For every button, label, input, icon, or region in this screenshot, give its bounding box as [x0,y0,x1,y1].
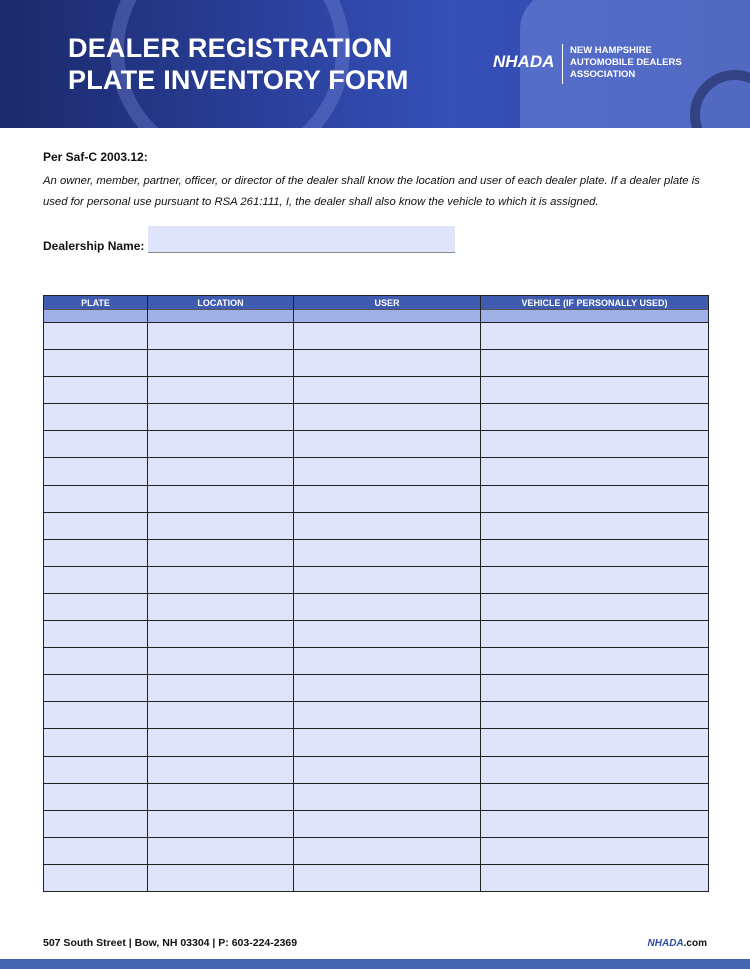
table-row [44,864,709,891]
footer-address: 507 South Street | Bow, NH 03304 | P: 603-224-2369 [43,937,298,949]
plate-cell[interactable] [44,404,148,431]
vehicle-cell[interactable] [481,648,709,675]
vehicle-cell[interactable] [481,756,709,783]
table-row [44,810,709,837]
subrow-cell [44,310,148,323]
vehicle-cell[interactable] [481,729,709,756]
plate-cell[interactable] [44,729,148,756]
subrow-cell [481,310,709,323]
location-cell[interactable] [148,729,294,756]
location-cell[interactable] [148,756,294,783]
header-subrow [44,310,709,323]
table-row [44,729,709,756]
table-row [44,485,709,512]
vehicle-cell[interactable] [481,512,709,539]
user-cell[interactable] [294,702,481,729]
table-row [44,377,709,404]
table-row [44,621,709,648]
table-row [44,756,709,783]
page-title [68,32,409,96]
nhada-logo: NHADA [493,52,555,71]
user-cell[interactable] [294,377,481,404]
assoc-line: ASSOCIATION [570,69,636,80]
location-cell[interactable] [148,864,294,891]
user-cell[interactable] [294,431,481,458]
location-cell[interactable] [148,621,294,648]
vehicle-cell[interactable] [481,377,709,404]
user-cell[interactable] [294,512,481,539]
vehicle-cell[interactable] [481,323,709,350]
plate-inventory-table [43,295,709,892]
vehicle-cell[interactable] [481,810,709,837]
location-cell[interactable] [148,377,294,404]
user-cell[interactable] [294,485,481,512]
location-cell[interactable] [148,837,294,864]
site-brand: NHADA [647,938,684,949]
vehicle-cell[interactable] [481,621,709,648]
header-banner [0,0,750,128]
vehicle-cell[interactable] [481,593,709,620]
vehicle-cell[interactable] [481,864,709,891]
vehicle-cell[interactable] [481,458,709,485]
vehicle-cell[interactable] [481,566,709,593]
user-cell[interactable] [294,675,481,702]
vehicle-cell[interactable] [481,404,709,431]
plate-cell[interactable] [44,648,148,675]
plate-cell[interactable] [44,621,148,648]
user-cell[interactable] [294,323,481,350]
user-cell[interactable] [294,783,481,810]
location-cell[interactable] [148,702,294,729]
table-row [44,675,709,702]
plate-cell[interactable] [44,810,148,837]
user-cell[interactable] [294,458,481,485]
table-row [44,702,709,729]
dealership-name-input[interactable] [148,226,455,253]
plate-cell[interactable] [44,431,148,458]
user-cell[interactable] [294,593,481,620]
table-row [44,566,709,593]
plate-cell[interactable] [44,539,148,566]
logo-divider [562,44,563,84]
location-cell[interactable] [148,648,294,675]
user-cell[interactable] [294,837,481,864]
plate-cell[interactable] [44,350,148,377]
plate-cell[interactable] [44,323,148,350]
user-cell[interactable] [294,404,481,431]
column-header-plate: PLATE [44,296,148,310]
location-cell[interactable] [148,675,294,702]
site-tld: .com [683,938,707,949]
column-header-vehicle: VEHICLE (IF PERSONALLY USED) [481,296,709,310]
user-cell[interactable] [294,350,481,377]
vehicle-cell[interactable] [481,837,709,864]
location-cell[interactable] [148,431,294,458]
location-cell[interactable] [148,458,294,485]
vehicle-cell[interactable] [481,350,709,377]
user-cell[interactable] [294,648,481,675]
user-cell[interactable] [294,566,481,593]
title-line: PLATE INVENTORY FORM [68,65,409,95]
user-cell[interactable] [294,621,481,648]
vehicle-cell[interactable] [481,702,709,729]
location-cell[interactable] [148,593,294,620]
table-row [44,593,709,620]
plate-cell[interactable] [44,458,148,485]
dealership-name-label: Dealership Name: [43,239,145,253]
column-header-location: LOCATION [148,296,294,310]
table-row [44,323,709,350]
plate-cell[interactable] [44,566,148,593]
table-row [44,431,709,458]
table-row [44,512,709,539]
location-cell[interactable] [148,323,294,350]
location-cell[interactable] [148,566,294,593]
plate-cell[interactable] [44,783,148,810]
association-name [570,45,682,81]
vehicle-cell[interactable] [481,539,709,566]
user-cell[interactable] [294,810,481,837]
table-row [44,648,709,675]
subrow-cell [294,310,481,323]
table-row [44,783,709,810]
location-cell[interactable] [148,485,294,512]
user-cell[interactable] [294,864,481,891]
location-cell[interactable] [148,350,294,377]
plate-cell[interactable] [44,593,148,620]
vehicle-cell[interactable] [481,485,709,512]
assoc-line: NEW HAMPSHIRE [570,45,652,56]
table-row [44,404,709,431]
plate-cell[interactable] [44,756,148,783]
location-cell[interactable] [148,783,294,810]
rule-text: An owner, member, partner, officer, or director of the dealer shall know the location and user of each dealer plate. If a dealer plate is used for personal use pursuant to RSA 261:111, I, the dealer shall also know the vehicle to which it is assigned. [43,175,700,208]
footer-bar [0,959,750,969]
table-row [44,458,709,485]
location-cell[interactable] [148,810,294,837]
plate-cell[interactable] [44,675,148,702]
plate-cell[interactable] [44,864,148,891]
footer-website[interactable] [648,938,707,949]
subrow-cell [148,310,294,323]
column-header-user: USER [294,296,481,310]
table-row [44,350,709,377]
vehicle-cell[interactable] [481,675,709,702]
plate-cell[interactable] [44,377,148,404]
vehicle-cell[interactable] [481,783,709,810]
location-cell[interactable] [148,404,294,431]
plate-cell[interactable] [44,485,148,512]
location-cell[interactable] [148,512,294,539]
table-header [44,296,709,310]
user-cell[interactable] [294,539,481,566]
title-line: DEALER REGISTRATION [68,33,393,63]
assoc-line: AUTOMOBILE DEALERS [570,57,682,68]
table-row [44,539,709,566]
rule-heading: Per Saf-C 2003.12: [43,150,148,164]
plate-cell[interactable] [44,512,148,539]
table-row [44,837,709,864]
plate-cell[interactable] [44,837,148,864]
plate-cell[interactable] [44,702,148,729]
vehicle-cell[interactable] [481,431,709,458]
user-cell[interactable] [294,756,481,783]
user-cell[interactable] [294,729,481,756]
location-cell[interactable] [148,539,294,566]
